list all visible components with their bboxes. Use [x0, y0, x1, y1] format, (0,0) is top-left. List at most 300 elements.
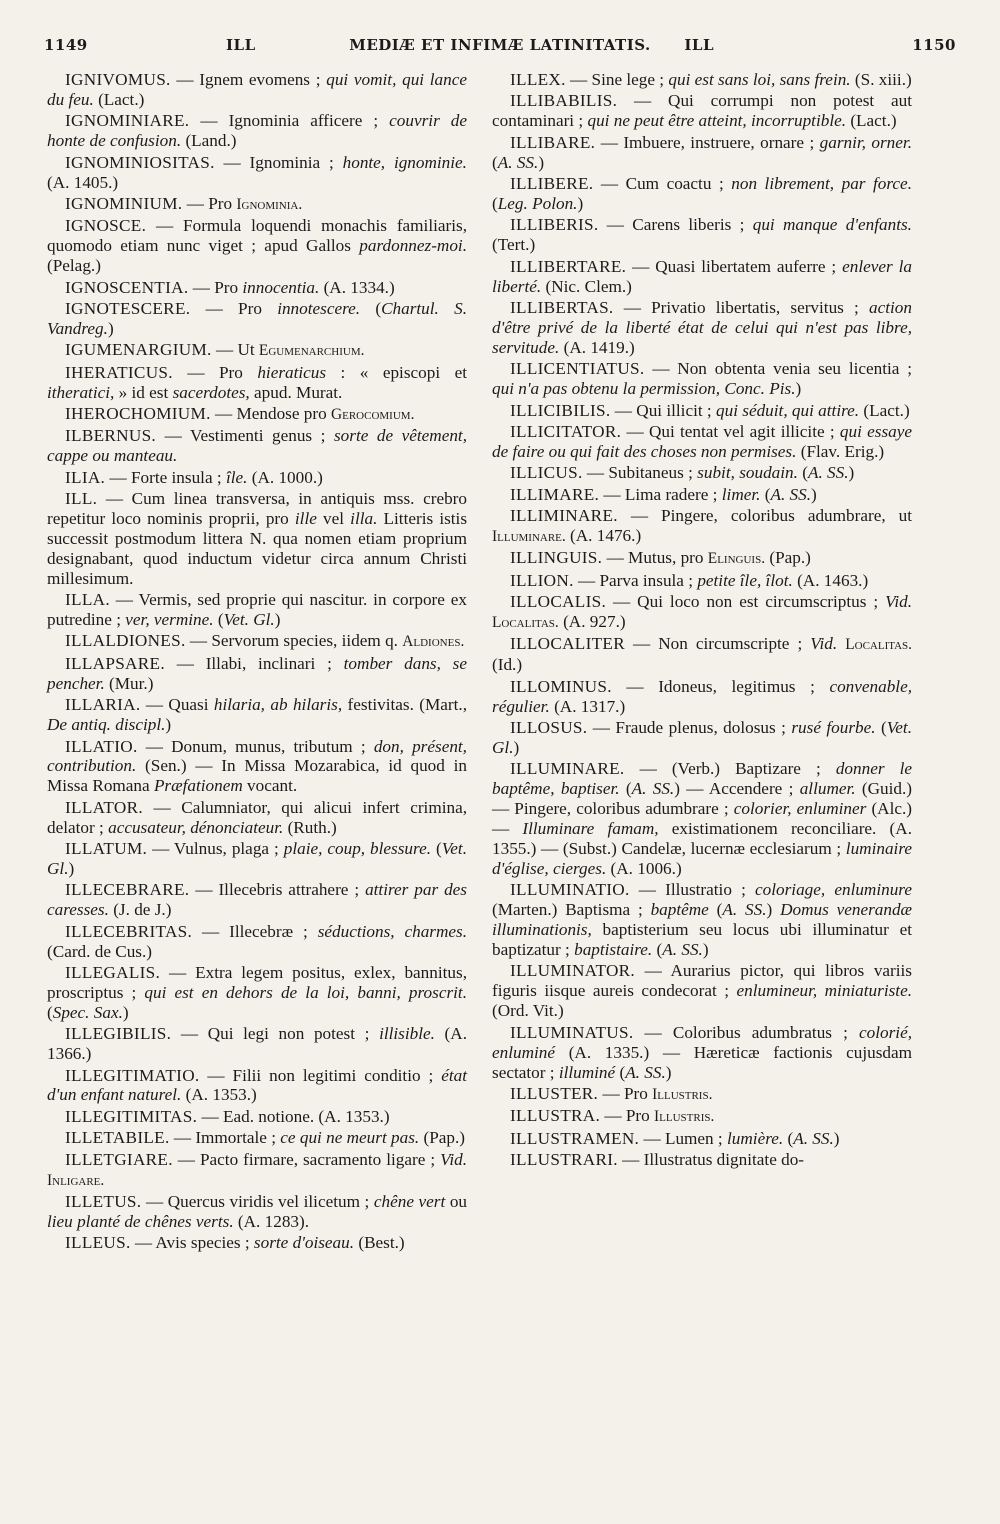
entry-headword: ILLEGIBILIS. — [65, 1024, 172, 1044]
entry-french-gloss: sacerdotes, — [172, 382, 250, 402]
entry-french-gloss: Vet. Gl. — [47, 839, 467, 878]
entry-text: — Avis species ; — [130, 1233, 254, 1253]
entry-text: vel — [316, 509, 351, 529]
entry-french-gloss: accusateur, dénonciateur. — [108, 817, 284, 837]
entry-headword: ILLOMINUS. — [510, 676, 612, 696]
entry-french-gloss: île. — [225, 467, 248, 487]
dictionary-entry — [492, 1023, 912, 1083]
entry-text: (Ruth.) — [283, 817, 337, 837]
entry-french-gloss: illa. — [350, 509, 378, 529]
entry-headword: ILLEX. — [510, 70, 566, 89]
entry-cross-reference: Illustris. — [652, 1085, 713, 1103]
entry-text: (A. 1317.) — [549, 696, 626, 716]
entry-text: — Vestimenti genus ; — [156, 426, 334, 446]
entry-headword: ILLINGUIS. — [510, 548, 603, 568]
entry-french-gloss: Vet. Gl. — [492, 718, 912, 757]
entry-french-gloss: qui vomit, qui lance du feu. — [47, 70, 467, 109]
entry-text: — Illecebris attrahere ; — [189, 880, 366, 900]
entry-french-gloss: honte, ignominie. — [342, 152, 467, 172]
entry-cross-reference: Illuminare. — [492, 527, 566, 545]
entry-text: — Imbuere, instruere, ornare ; — [595, 132, 820, 152]
entry-french-gloss: Illuminare famam, — [522, 819, 659, 839]
entry-text: — Quercus viridis vel ilicetum ; — [141, 1191, 374, 1211]
entry-text: (A. 927.) — [558, 612, 626, 632]
entry-cross-reference: Inligare. — [47, 1171, 105, 1189]
entry-french-gloss: A. SS. — [662, 940, 703, 960]
entry-french-gloss: ille — [294, 509, 317, 529]
entry-text: — Filii non legitimi conditio ; — [199, 1065, 442, 1085]
entry-text: ) — [665, 1062, 672, 1082]
entry-french-gloss: A. SS. — [722, 900, 767, 920]
entry-text: ) — [811, 484, 817, 504]
entry-cross-reference: Localitas. — [492, 614, 559, 632]
entry-text: — Qui illicit ; — [610, 400, 717, 420]
entry-french-gloss: Vid. — [810, 634, 838, 654]
dictionary-entry — [492, 961, 912, 1021]
entry-headword: ILLETUS. — [65, 1191, 142, 1211]
entry-french-gloss: Præfationem — [153, 776, 243, 796]
entry-text: (A. 1335.) — Hæreticæ factionis cujusdam sectator ; — [492, 1042, 912, 1082]
dictionary-entry — [492, 401, 912, 421]
entry-french-gloss: pardonnez-moi. — [359, 236, 467, 256]
dictionary-entry — [47, 798, 467, 838]
entry-text: — Mutus, pro — [602, 548, 708, 568]
entry-text: (A. 1463.) — [792, 570, 869, 590]
entry-headword: ILLEGITIMATIO. — [65, 1065, 200, 1085]
entry-text: — Calumniator, qui alicui infert crimina, delator ; — [47, 797, 467, 837]
dictionary-entry — [47, 880, 467, 920]
entry-headword: ILLOCALIS. — [510, 592, 607, 612]
entry-headword: ILLUMINATIO. — [510, 880, 630, 900]
dictionary-entry — [47, 1066, 467, 1106]
entry-french-gloss: qui ne peut être atteint, incorruptible. — [587, 111, 847, 131]
entry-text: — Qui legi non potest ; — [171, 1024, 380, 1044]
entry-headword: ILLATIO. — [65, 736, 138, 756]
entry-headword: ILLATOR. — [65, 797, 143, 817]
dictionary-entry — [492, 215, 912, 255]
entry-french-gloss: état d'un enfant naturel. — [47, 1065, 467, 1105]
entry-cross-reference: Aldiones. — [402, 633, 465, 651]
entry-headword: IHERATICUS. — [65, 362, 173, 382]
right-running-head: ILL — [684, 36, 714, 54]
entry-text: — Illecebræ ; — [192, 921, 318, 941]
entry-french-gloss: sorte d'oiseau. — [253, 1233, 355, 1253]
entry-headword: ILLUSTRAMEN. — [510, 1128, 640, 1148]
dictionary-entry — [492, 485, 912, 505]
entry-text: — Quasi — [140, 695, 214, 715]
entry-text: ) — [766, 900, 781, 920]
dictionary-entry — [492, 677, 912, 717]
entry-text: — Illustratio ; — [629, 880, 756, 900]
dictionary-entry — [47, 963, 467, 1023]
entry-text: ) — [122, 1002, 129, 1022]
entry-headword: ILLIBERTAS. — [510, 297, 614, 317]
entry-text: ) — [833, 1128, 840, 1148]
dictionary-entry — [47, 426, 467, 466]
dictionary-entry — [47, 922, 467, 962]
entry-text: (Alc.) — — [492, 799, 912, 839]
entry-text: — Qui loco non est circumscriptus ; — [606, 592, 886, 612]
entry-french-gloss: qui n'a pas obtenu la permission, — [492, 379, 721, 399]
entry-text: ( — [492, 152, 498, 172]
entry-text: (Sen.) — In Missa Mozarabica, id quod in Missa Romana — [47, 756, 467, 796]
dictionary-entry — [492, 571, 912, 591]
dictionary-entry — [47, 111, 467, 151]
dictionary-entry — [47, 70, 467, 110]
entry-text: ) — [538, 152, 545, 172]
entry-text: (A. 1419.) — [559, 337, 635, 357]
entry-french-gloss: luminaire d'église, cierges. — [492, 839, 912, 878]
dictionary-entry — [492, 718, 912, 758]
entry-headword: ILLETABILE. — [65, 1128, 170, 1148]
entry-french-gloss: A. SS. — [631, 779, 675, 799]
dictionary-entry — [492, 634, 912, 675]
entry-headword: ILLIBARE. — [510, 132, 596, 152]
entry-text: — Ut — [211, 340, 259, 360]
entry-text: ( — [797, 463, 808, 483]
entry-headword: ILLIMARE. — [510, 484, 600, 504]
dictionary-entry — [492, 70, 912, 90]
entry-headword: ILL. — [65, 489, 98, 509]
entry-cross-reference: Illustris. — [654, 1108, 715, 1126]
entry-headword: IGNOMINIUM. — [65, 193, 183, 213]
entry-text: ( — [619, 779, 632, 799]
dictionary-entry — [492, 880, 912, 960]
entry-text: (Ord. Vit.) — [492, 1001, 564, 1021]
left-running-head: ILL — [226, 36, 256, 54]
entry-headword: ILLOCALITER — [510, 634, 625, 654]
entry-french-gloss: illuminé — [558, 1062, 616, 1082]
entry-french-gloss: don, présent, contribution. — [47, 736, 467, 776]
entry-text: — (Verb.) Baptizare ; — [624, 759, 836, 779]
entry-headword: ILLIBERTARE. — [510, 256, 627, 276]
entry-text: ) — [107, 318, 114, 338]
entry-headword: IGNIVOMUS. — [65, 70, 171, 89]
dictionary-entry — [492, 257, 912, 297]
entry-text: ( — [615, 1062, 626, 1082]
dictionary-entry — [47, 1107, 467, 1127]
dictionary-entry — [492, 592, 912, 633]
entry-french-gloss: enlumineur, miniaturiste. — [736, 981, 912, 1001]
entry-headword: ILLIMINARE. — [510, 506, 618, 526]
dictionary-entry — [47, 695, 467, 735]
entry-french-gloss: lumière. — [727, 1128, 784, 1148]
entry-headword: ILLATUM. — [65, 839, 148, 859]
entry-text: ) — [274, 610, 281, 630]
entry-french-gloss: qui manque d'enfants. — [752, 215, 912, 235]
entry-headword: ILLALDIONES. — [65, 631, 186, 651]
entry-text: ( — [708, 900, 723, 920]
dictionary-entry — [47, 1192, 467, 1232]
entry-french-gloss: A. SS. — [793, 1128, 834, 1148]
dictionary-entry — [47, 468, 467, 488]
entry-headword: IGNOMINIOSITAS. — [65, 152, 215, 172]
right-column — [492, 70, 912, 1172]
entry-headword: IHEROCHOMIUM. — [65, 404, 211, 423]
entry-french-gloss: A. SS. — [807, 463, 849, 483]
entry-headword: ILLUMINATUS. — [510, 1022, 634, 1042]
entry-text: (A. 1000.) — [247, 467, 323, 487]
entry-text: (Pap.) — [765, 548, 811, 568]
dictionary-entry — [492, 359, 912, 399]
dictionary-entry — [492, 422, 912, 462]
entry-french-gloss: colorié, enluminé — [492, 1022, 912, 1062]
entry-text: — Fraude plenus, dolosus ; — [587, 718, 792, 738]
entry-text: — Idoneus, legitimus ; — [611, 676, 830, 696]
entry-text: (Card. de Cus.) — [47, 941, 153, 961]
entry-text: ) — [513, 738, 520, 757]
entry-french-gloss: Conc. Pis. — [724, 379, 796, 399]
dictionary-entry — [47, 1024, 467, 1064]
entry-text: (Lact.) — [93, 89, 145, 109]
entry-text: (Flav. Erig.) — [796, 441, 885, 461]
entry-cross-reference: Egumenarchium. — [258, 342, 365, 360]
entry-french-gloss: De antiq. discipl. — [47, 715, 166, 735]
entry-french-gloss: lieu planté de chênes verts. — [47, 1211, 234, 1231]
entry-text: — Pro — [182, 193, 237, 213]
entry-text: — Quasi libertatem auferre ; — [626, 256, 843, 276]
entry-text: — Pingere, coloribus adumbrare, ut — [617, 506, 912, 526]
entry-text: (Mur.) — [104, 673, 154, 693]
entry-french-gloss: action d'être privé de la liberté état de celui qui n'est pas libre, servitude. — [492, 297, 912, 357]
entry-french-gloss: chêne vert — [373, 1191, 446, 1211]
entry-text: — Privatio libertatis, servitus ; — [613, 297, 870, 317]
entry-text: — Non obtenta venia seu licentia ; — [644, 359, 912, 379]
entry-text: (A. 1353.) — [181, 1085, 257, 1105]
entry-french-gloss: ver, vermine. — [125, 610, 214, 630]
dictionary-entry — [492, 506, 912, 547]
entry-text: — Sine lege ; — [565, 70, 669, 89]
entry-text: — Aurarius pictor, qui libros variis figuris iisque aureis condecorat ; — [492, 961, 912, 1001]
entry-french-gloss: subit, soudain. — [697, 463, 798, 483]
entry-text: ) — [848, 463, 855, 483]
dictionary-entry — [492, 1106, 912, 1127]
entry-text: ) — [702, 940, 709, 960]
entry-text: » id est — [114, 382, 173, 402]
entry-text: — Vulnus, plaga ; — [147, 839, 284, 859]
page-title: MEDIÆ ET INFIMÆ LATINITATIS. — [349, 36, 651, 54]
entry-text: ) — [68, 858, 75, 878]
entry-headword: ILLUSTRARI. — [510, 1150, 618, 1170]
entry-text: (A. 1476.) — [565, 525, 642, 545]
entry-french-gloss: qui est sans loi, sans frein. — [668, 70, 851, 89]
entry-text: ( — [875, 718, 887, 738]
entry-text: (S. xiii.) — [850, 70, 912, 89]
entry-headword: ILLECEBRITAS. — [65, 921, 193, 941]
entry-french-gloss: Vid. — [885, 592, 912, 612]
entry-french-gloss: innocentia. — [242, 277, 320, 297]
dictionary-entry — [47, 654, 467, 694]
entry-text: — Coloribus adumbratus ; — [633, 1022, 860, 1042]
entry-text: — Pro — [600, 1106, 655, 1126]
entry-text: ( — [213, 610, 224, 630]
entry-text: (A. 1334.) — [319, 277, 395, 297]
dictionary-entry — [492, 548, 912, 569]
entry-text: ( — [431, 839, 442, 859]
dictionary-entry — [47, 278, 467, 298]
entry-headword: ILLIBERE. — [510, 174, 594, 194]
entry-text: Litteris istis successit postmodum littera N. qua nomen etiam proprium designabant, quod inductum videtur circa annum Christi millesimum. — [47, 509, 468, 588]
entry-text: — Illabi, inclinari ; — [164, 653, 344, 673]
entry-text: — Donum, munus, tributum ; — [137, 736, 374, 756]
dictionary-entry — [492, 1084, 912, 1105]
entry-text: festivitas. (Mart., — [342, 695, 467, 715]
entry-text: (Pelag.) — [47, 256, 101, 276]
entry-text: — Pro — [190, 298, 278, 318]
entry-headword: ILLEUS. — [65, 1233, 131, 1253]
entry-french-gloss: séductions, charmes. — [317, 921, 468, 941]
entry-headword: ILLEGITIMITAS. — [65, 1106, 198, 1126]
entry-text: — Illustratus dignitate do- — [617, 1150, 805, 1170]
entry-french-gloss: garnir, orner. — [819, 132, 912, 152]
dictionary-entry — [492, 759, 912, 878]
entry-text: — Subitaneus ; — [582, 463, 698, 483]
running-header — [44, 36, 956, 62]
entry-headword: IGNOSCE. — [65, 216, 147, 236]
entry-headword: ILLICIBILIS. — [510, 400, 611, 420]
entry-text: existimationem reconciliare. (A. 1355.) — (Subst.) Candelæ, lucernæ ecclesiarum ; — [492, 819, 912, 859]
left-page-number: 1149 — [44, 36, 88, 54]
entry-french-gloss: Chartul. S. Vandreg. — [47, 298, 467, 338]
entry-text: ( — [47, 1002, 53, 1022]
dictionary-entry — [492, 463, 912, 483]
entry-french-gloss: tomber dans, se pencher. — [47, 653, 467, 693]
entry-headword: ILIA. — [65, 467, 106, 487]
entry-text: ( — [760, 484, 771, 504]
entry-text: (Lact.) — [859, 400, 910, 420]
entry-text: — Lima radere ; — [599, 484, 722, 504]
entry-cross-reference: Localitas. — [845, 636, 912, 654]
dictionary-entry — [492, 1150, 912, 1170]
entry-text: ) — [795, 379, 802, 399]
entry-text: (Nic. Clem.) — [541, 276, 632, 296]
entry-headword: ILLAPSARE. — [65, 653, 165, 673]
dictionary-entry — [47, 299, 467, 339]
entry-french-gloss: attirer par des caresses. — [47, 880, 467, 920]
entry-french-gloss: donner le baptême, baptiser. — [492, 759, 912, 799]
dictionary-entry — [492, 174, 912, 214]
dictionary-entry — [47, 153, 467, 193]
dictionary-entry — [492, 133, 912, 173]
right-page-number: 1150 — [912, 36, 956, 54]
entry-french-gloss: A. SS. — [625, 1062, 666, 1082]
entry-text: — Pro — [598, 1083, 653, 1103]
entry-text: ( — [783, 1128, 794, 1148]
entry-headword: ILLICITATOR. — [510, 421, 622, 441]
entry-headword: ILLION. — [510, 570, 574, 590]
entry-text: — Cum linea transversa, in antiquis mss. crebro repetitur loco nominis proprii, pro — [47, 489, 467, 529]
entry-french-gloss: illisible. — [379, 1024, 435, 1044]
entry-cross-reference: Gerocomium. — [331, 406, 415, 423]
dictionary-entry — [47, 631, 467, 652]
entry-headword: ILLUSTRA. — [510, 1106, 601, 1126]
entry-text: (J. de J.) — [108, 900, 172, 920]
dictionary-entry — [47, 1233, 467, 1253]
entry-headword: IGUMENARGIUM. — [65, 340, 212, 360]
dictionary-entry — [47, 363, 467, 403]
entry-text: — Pacto firmare, sacramento ligare ; — [172, 1149, 441, 1169]
dictionary-entry — [47, 1128, 467, 1148]
entry-text: (Lact.) — [846, 111, 897, 131]
entry-headword: IGNOTESCERE. — [65, 298, 191, 318]
entry-text: — Extra legem positus, exlex, bannitus, proscriptus ; — [47, 962, 467, 1002]
dictionary-entry — [47, 1150, 467, 1191]
entry-text: (A. 1006.) — [606, 858, 682, 878]
entry-headword: ILLIBABILIS. — [510, 91, 618, 111]
entry-french-gloss: couvrir de honte de confusion. — [47, 111, 467, 151]
left-column — [47, 70, 467, 1255]
entry-french-gloss: colorier, enluminer — [733, 799, 867, 819]
entry-cross-reference: Elinguis. — [707, 550, 766, 568]
entry-text: vocant. — [242, 776, 298, 796]
entry-text: — Parva insula ; — [573, 570, 698, 590]
entry-text: — Immortale ; — [169, 1128, 281, 1148]
entry-french-gloss: ce qui ne meurt pas. — [280, 1128, 420, 1148]
entry-french-gloss: petite île, îlot. — [697, 570, 793, 590]
entry-headword: ILLECEBRARE. — [65, 880, 190, 900]
entry-headword: ILLA. — [65, 590, 110, 610]
entry-french-gloss: enlever la liberté. — [492, 256, 912, 296]
entry-french-gloss: qui séduit, qui attire. — [716, 400, 860, 420]
entry-headword: ILLUMINARE. — [510, 759, 625, 779]
entry-french-gloss: qui est en dehors de la loi, banni, proscrit. — [144, 982, 468, 1002]
dictionary-entry — [47, 489, 467, 589]
entry-text: — Forte insula ; — [105, 467, 226, 487]
entry-text: ou — [445, 1191, 468, 1211]
entry-headword: ILLICENTIATUS. — [510, 359, 645, 379]
entry-text: (A. 1283). — [233, 1211, 310, 1231]
entry-text: — Pro — [188, 277, 243, 297]
entry-headword: ILBERNUS. — [65, 426, 157, 446]
entry-text: — Qui corrumpi non potest aut contaminari ; — [492, 91, 912, 131]
entry-text: — Lumen ; — [639, 1128, 728, 1148]
entry-text: (Marten.) Baptisma ; — [492, 900, 651, 920]
entry-french-gloss: plaie, coup, blessure. — [283, 839, 431, 859]
entry-text: (Pap.) — [419, 1128, 466, 1148]
entry-text: apud. Murat. — [249, 382, 343, 402]
entry-french-gloss: Leg. Polon. — [497, 193, 578, 213]
entry-text: (Best.) — [354, 1233, 405, 1253]
entry-french-gloss: limer. — [721, 484, 761, 504]
entry-text: — Ead. notione. (A. 1353.) — [197, 1106, 390, 1126]
dictionary-entry — [492, 1129, 912, 1149]
entry-text: — Non circumscripte ; — [625, 634, 811, 654]
dictionary-entry — [47, 216, 467, 276]
dictionary-entry — [47, 340, 467, 361]
entry-headword: ILLOSUS. — [510, 718, 588, 738]
entry-french-gloss: Domus venerandæ illuminationis, — [492, 900, 913, 940]
entry-headword: ILLEGALIS. — [65, 962, 161, 982]
entry-text: (Tert.) — [492, 235, 536, 255]
entry-text: (Land.) — [181, 131, 237, 151]
entry-french-gloss: A. SS. — [497, 152, 539, 172]
entry-text: ) — [577, 193, 584, 213]
entry-french-gloss: baptême — [650, 900, 709, 920]
entry-text: ) — Accendere ; — [674, 779, 800, 799]
entry-cross-reference: Ignominia. — [236, 195, 303, 213]
entry-text: ( — [492, 193, 498, 213]
entry-headword: ILLUSTER. — [510, 1083, 599, 1103]
entry-text: ( — [652, 940, 663, 960]
entry-text: — Ignominia afficere ; — [189, 111, 390, 131]
entry-headword: IGNOSCENTIA. — [65, 277, 189, 297]
entry-french-gloss: convenable, régulier. — [492, 676, 912, 716]
entry-headword: ILLIBERIS. — [510, 215, 599, 235]
entry-text: — Formula loquendi monachis familiaris, quomodo etiam nunc viget ; apud Gallos — [47, 216, 467, 256]
entry-text: (Guid.) — Pingere, coloribus adumbrare ; — [492, 779, 912, 819]
dictionary-entry — [492, 298, 912, 358]
entry-french-gloss: hilaria, ab hilaris, — [213, 695, 343, 715]
